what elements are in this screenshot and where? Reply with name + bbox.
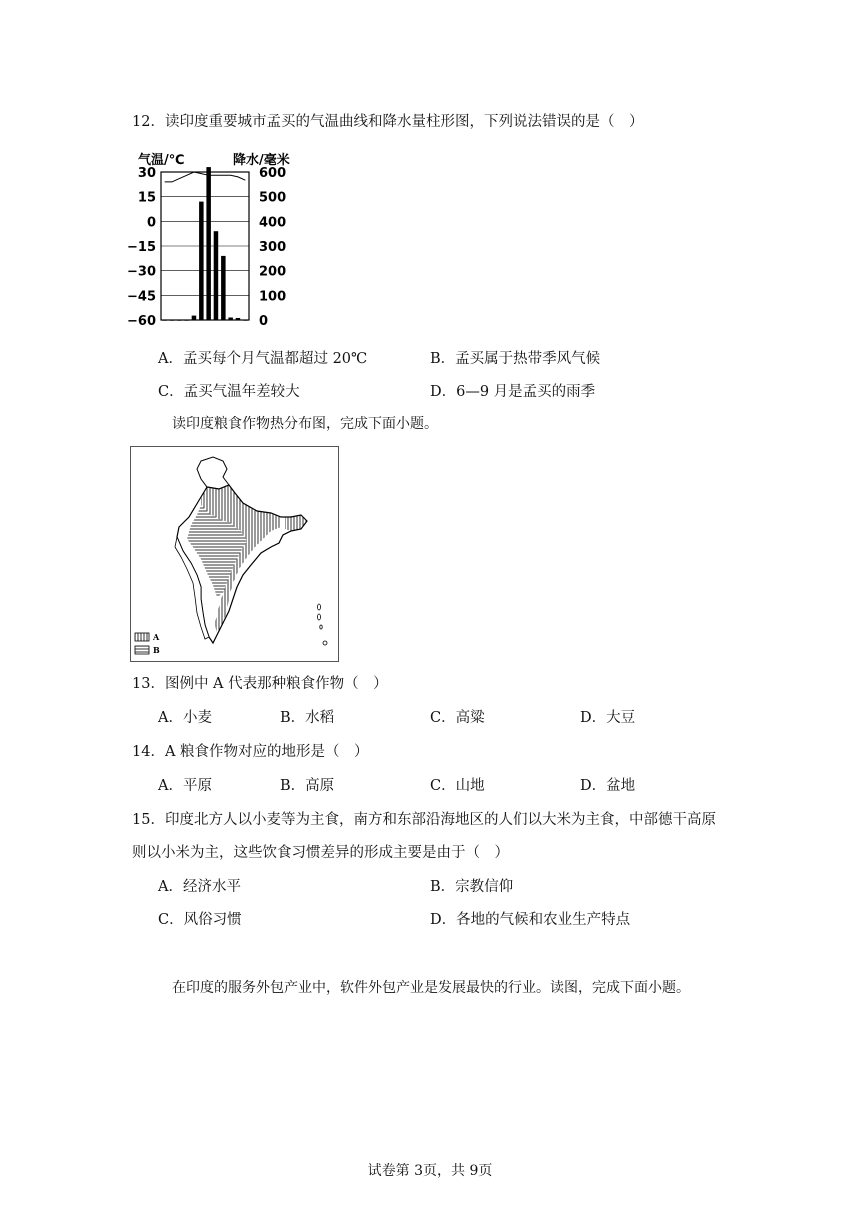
question-14-stem: 14．A 粮食作物对应的地形是（ ）	[132, 744, 369, 760]
precipitation-bar-month-2	[170, 320, 175, 321]
q12-option-b[interactable]: B．孟买属于热带季风气候	[430, 351, 601, 367]
precipitation-bar-month-7	[206, 167, 211, 320]
q15-option-b[interactable]: B．宗教信仰	[430, 879, 514, 895]
legend-a-swatch	[135, 633, 149, 641]
map-legend	[135, 632, 160, 655]
question-15-stem-line-2: 则以小米为主，这些饮食习惯差异的形成主要是由于（ ）	[132, 845, 509, 861]
temperature-tick-label: 15	[137, 190, 156, 206]
legend-b-swatch	[135, 646, 149, 654]
precipitation-bar-month-9	[221, 256, 226, 320]
question-12-stem: 12．读印度重要城市孟买的气温曲线和降水量柱形图，下列说法错误的是（ ）	[132, 114, 644, 130]
q14-option-c[interactable]: C．山地	[430, 778, 485, 794]
intro-crop-map: 读印度粮食作物热分布图，完成下面小题。	[172, 416, 438, 432]
temperature-tick-label: −60	[127, 314, 156, 328]
andaman-islands	[318, 604, 328, 645]
q13-option-b[interactable]: B．水稻	[280, 710, 335, 726]
q14-option-a[interactable]: A．平原	[158, 778, 212, 794]
precipitation-bar-month-6	[199, 202, 204, 320]
precipitation-bar-month-3	[177, 320, 182, 321]
india-crop-map	[130, 446, 339, 662]
precipitation-tick-label: 300	[259, 240, 287, 255]
temperature-axis-label: 气温/℃	[138, 153, 185, 168]
temperature-tick-label: −15	[127, 240, 156, 255]
precipitation-tick-label: 600	[259, 166, 287, 181]
precipitation-axis-label: 降水/毫米	[233, 153, 290, 168]
precipitation-tick-labels	[259, 166, 286, 328]
q15-option-d[interactable]: D．各地的气候和农业生产特点	[430, 912, 631, 928]
temperature-tick-label: 0	[146, 215, 156, 231]
q14-option-d[interactable]: D．盆地	[580, 778, 636, 794]
temperature-tick-label: −30	[127, 264, 156, 280]
precipitation-bar-month-4	[184, 320, 189, 321]
q12-option-c[interactable]: C．孟买气温年差较大	[158, 384, 300, 400]
temperature-tick-label: −45	[127, 289, 156, 305]
precipitation-tick-label: 400	[259, 215, 287, 231]
q12-option-a[interactable]: A．孟买每个月气温都超过 20℃	[158, 351, 368, 367]
precipitation-bar-month-10	[228, 318, 233, 321]
question-15-stem-line-1: 15．印度北方人以小麦等为主食，南方和东部沿海地区的人们以大米为主食，中部德干高原	[132, 812, 716, 828]
temperature-curve	[165, 172, 246, 182]
precipitation-bars	[162, 167, 247, 321]
temperature-tick-label: 30	[137, 166, 156, 181]
intro-software-outsourcing: 在印度的服务外包产业中，软件外包产业是发展最快的行业。读图，完成下面小题。	[172, 980, 690, 996]
india-map-svg	[131, 447, 338, 661]
precipitation-tick-label: 200	[259, 264, 287, 280]
precipitation-tick-label: 100	[259, 289, 287, 305]
precipitation-tick-label: 500	[259, 190, 287, 206]
q15-option-c[interactable]: C．风俗习惯	[158, 912, 242, 928]
climate-chart-svg	[126, 148, 316, 328]
q15-option-a[interactable]: A．经济水平	[158, 879, 241, 895]
q13-option-d[interactable]: D．大豆	[580, 710, 636, 726]
legend-b-label: B	[153, 645, 160, 655]
question-13-stem: 13．图例中 A 代表那种粮食作物（ ）	[132, 676, 388, 692]
temperature-tick-labels	[127, 166, 156, 328]
q12-option-d[interactable]: D．6—9 月是孟买的雨季	[430, 384, 596, 400]
q14-option-b[interactable]: B．高原	[280, 778, 335, 794]
precipitation-bar-month-5	[192, 316, 197, 320]
page-footer: 试卷第 3页，共 9页	[367, 1163, 493, 1179]
precipitation-bar-month-12	[243, 320, 248, 321]
climate-chart	[126, 148, 316, 328]
q13-option-c[interactable]: C．高粱	[430, 710, 485, 726]
precipitation-tick-label: 0	[259, 314, 269, 328]
legend-a-label: A	[153, 632, 160, 642]
precipitation-bar-month-1	[162, 320, 167, 321]
precipitation-bar-month-11	[236, 318, 241, 320]
precipitation-bar-month-8	[214, 231, 219, 320]
gridlines	[161, 197, 249, 296]
kashmir-region	[197, 457, 229, 489]
q13-option-a[interactable]: A．小麦	[158, 710, 212, 726]
